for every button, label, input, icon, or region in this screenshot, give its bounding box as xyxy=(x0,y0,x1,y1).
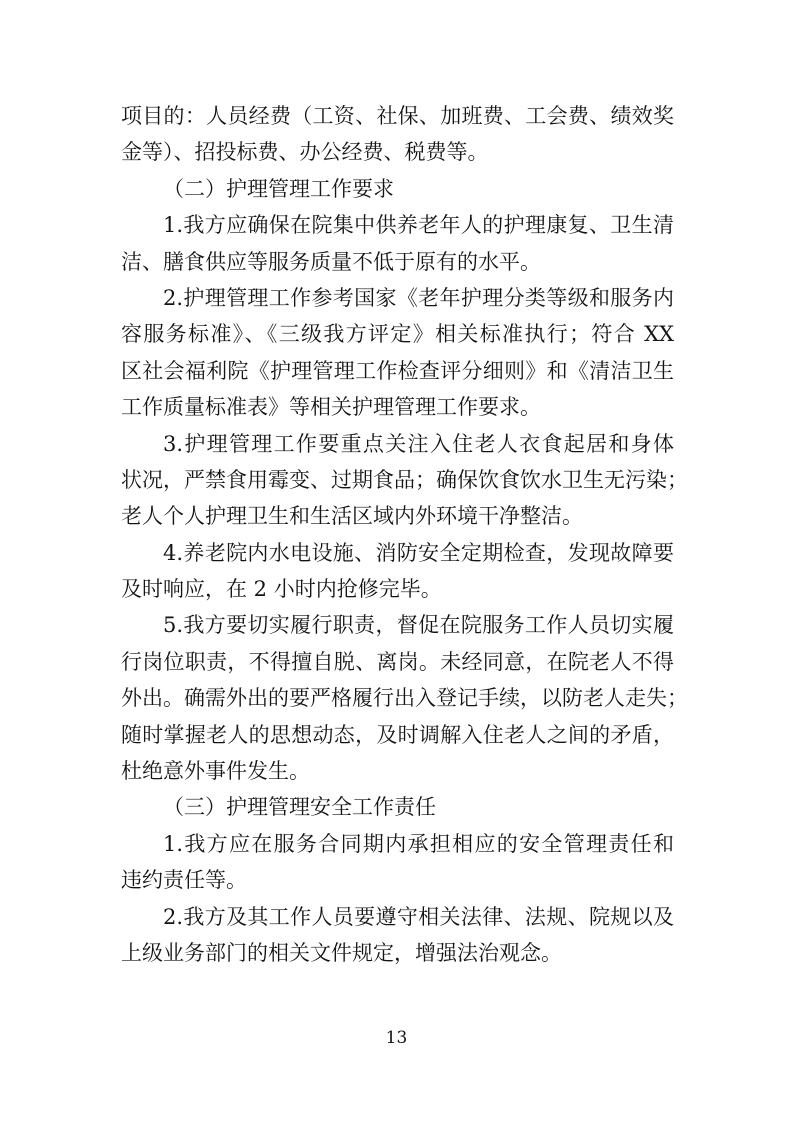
text-line: 金等）、招投标费、办公经费、税费等。 xyxy=(121,140,489,165)
text-line: 5.我方要切实履行职责，督促在院服务工作人员切实履 xyxy=(163,613,674,638)
text-line: 上级业务部门的相关文件规定，增强法治观念。 xyxy=(121,940,562,965)
body-text xyxy=(121,98,688,971)
text-line: 老人个人护理卫生和生活区域内外环境干净整洁。 xyxy=(121,504,583,529)
text-line: 及时响应，在 2 小时内抢修完毕。 xyxy=(121,577,442,602)
text-line: 工作质量标准表》等相关护理管理工作要求。 xyxy=(121,395,541,420)
page-number: 13 xyxy=(385,1028,408,1048)
text-line: 杜绝意外事件发生。 xyxy=(121,759,310,784)
text-line: 违约责任等。 xyxy=(121,868,247,893)
text-line: 区社会福利院《护理管理工作检查评分细则》和《清洁卫生 xyxy=(121,358,674,383)
text-line: 3.护理管理工作要重点关注入住老人衣食起居和身体 xyxy=(163,431,674,456)
text-line: 容服务标准》、《三级我方评定》相关标准执行；符合 XX xyxy=(121,322,674,347)
text-line: 4.养老院内水电设施、消防安全定期检查，发现故障要 xyxy=(163,540,674,565)
section-heading: （二）护理管理工作要求 xyxy=(163,176,394,201)
text-line: 1.我方应在服务合同期内承担相应的安全管理责任和 xyxy=(163,831,674,856)
text-line: 随时掌握老人的思想动态，及时调解入住老人之间的矛盾， xyxy=(121,722,674,747)
text-line: 状况，严禁食用霉变、过期食品；确保饮食饮水卫生无污染； xyxy=(121,467,688,492)
text-line: 行岗位职责，不得擅自脱、离岗。未经同意，在院老人不得 xyxy=(121,649,674,674)
text-line: 项目的：人员经费（工资、社保、加班费、工会费、绩效奖 xyxy=(121,104,674,128)
text-line: 1.我方应确保在院集中供养老年人的护理康复、卫生清 xyxy=(163,213,674,238)
section-heading: （三）护理管理安全工作责任 xyxy=(163,795,436,820)
text-line: 外出。确需外出的要严格履行出入登记手续，以防老人走失； xyxy=(121,686,688,711)
text-line: 洁、膳食供应等服务质量不低于原有的水平。 xyxy=(121,249,541,274)
text-line: 2.护理管理工作参考国家《老年护理分类等级和服务内 xyxy=(163,285,674,310)
text-line: 2.我方及其工作人员要遵守相关法律、法规、院规以及 xyxy=(163,904,674,929)
